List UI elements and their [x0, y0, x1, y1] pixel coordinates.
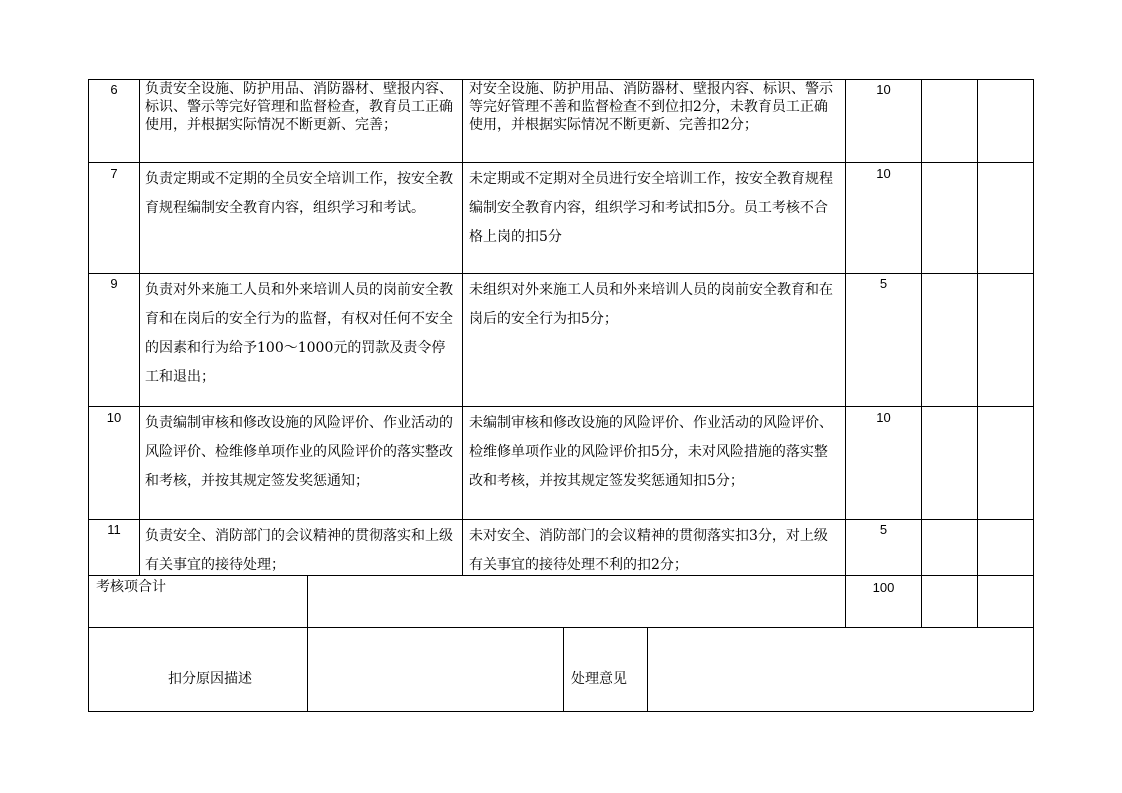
rule: [139, 79, 140, 575]
deduction-reason-label: 扣分原因描述: [168, 671, 252, 687]
score-value: 5: [879, 522, 888, 537]
rule: [88, 273, 1033, 274]
handling-opinion-label: 处理意见: [571, 671, 627, 687]
rule: [921, 79, 922, 627]
rule: [462, 79, 463, 575]
criteria-text: 未组织对外来施工人员和外来培训人员的岗前安全教育和在岗后的安全行为扣5分；: [469, 282, 833, 327]
row-number: 11: [107, 522, 121, 537]
score-value: 10: [876, 166, 891, 181]
rule: [647, 627, 648, 711]
rule: [307, 575, 308, 711]
rule: [88, 519, 1033, 520]
duty-text: 负责安全、消防部门的会议精神的贯彻落实和上级有关事宜的接待处理；: [145, 528, 453, 573]
duty-text: 负责编制审核和修改设施的风险评价、作业活动的风险评价、检维修单项作业的风险评价的落实整改和考核，并按其规定签发奖惩通知；: [145, 415, 453, 489]
duty-text: 负责定期或不定期的全员安全培训工作，按安全教育规程编制安全教育内容，组织学习和考试。: [145, 171, 453, 216]
criteria-text: 对安全设施、防护用品、消防器材、壁报内容、标识、警示等完好管理不善和监督检查不到位扣2分，未教育员工正确使用，并根据实际情况不断更新、完善扣2分；: [469, 81, 833, 133]
score-value: 10: [876, 410, 891, 425]
total-score: 100: [872, 580, 895, 595]
row-number: 9: [110, 276, 118, 291]
duty-text: 负责对外来施工人员和外来培训人员的岗前安全教育和在岗后的安全行为的监督，有权对任何不安全的因素和行为给予100～1000元的罚款及责令停工和退出；: [145, 282, 453, 385]
score-value: 5: [879, 276, 888, 291]
row-number: 7: [110, 166, 118, 181]
row-number: 10: [106, 410, 122, 425]
rule: [845, 79, 846, 627]
row-number: 6: [110, 82, 118, 97]
rule: [88, 711, 1033, 712]
score-value: 10: [876, 82, 891, 97]
rule: [977, 79, 978, 627]
criteria-text: 未编制审核和修改设施的风险评价、作业活动的风险评价、检维修单项作业的风险评价扣5分，未对风险措施的落实整改和考核，并按其规定签发奖惩通知扣5分；: [469, 415, 833, 489]
criteria-text: 未定期或不定期对全员进行安全培训工作，按安全教育规程编制安全教育内容，组织学习和考试扣5分。员工考核不合格上岗的扣5分: [469, 171, 833, 245]
rule: [1033, 79, 1034, 711]
rule: [88, 406, 1033, 407]
criteria-text: 未对安全、消防部门的会议精神的贯彻落实扣3分，对上级有关事宜的接待处理不利的扣2分；: [469, 528, 828, 573]
duty-text: 负责安全设施、防护用品、消防器材、壁报内容、标识、警示等完好管理和监督检查，教育员工正确使用，并根据实际情况不断更新、完善；: [145, 81, 453, 133]
rule: [563, 627, 564, 711]
rule: [88, 162, 1033, 163]
total-label: 考核项合计: [96, 579, 166, 595]
rule: [88, 627, 1033, 628]
